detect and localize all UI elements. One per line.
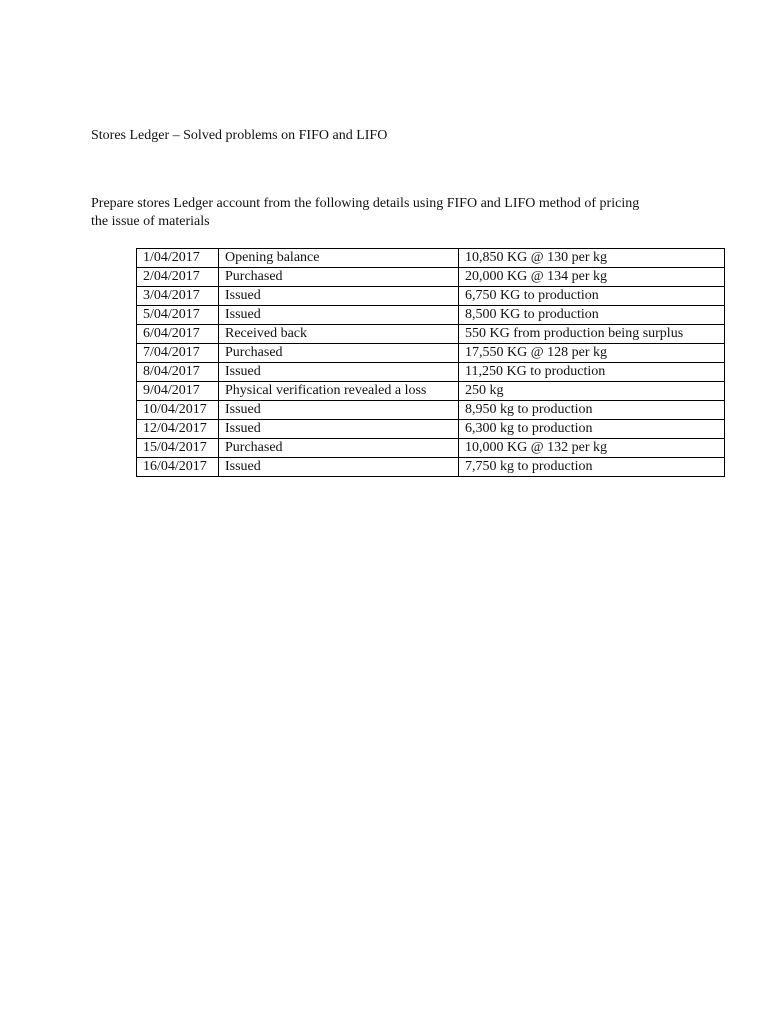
detail-cell: 11,250 KG to production [459,363,725,382]
document-title: Stores Ledger – Solved problems on FIFO and LIFO [91,128,388,143]
detail-cell: 10,000 KG @ 132 per kg [459,439,725,458]
detail-cell: 7,750 kg to production [459,458,725,477]
transactions-table [136,248,725,477]
date-cell: 1/04/2017 [137,249,219,268]
table-row [137,249,725,268]
particular-cell: Purchased [219,439,459,458]
particular-cell: Issued [219,420,459,439]
particular-cell: Issued [219,287,459,306]
detail-cell: 17,550 KG @ 128 per kg [459,344,725,363]
detail-cell: 8,950 kg to production [459,401,725,420]
particular-cell: Opening balance [219,249,459,268]
table-row [137,287,725,306]
detail-cell: 8,500 KG to production [459,306,725,325]
particular-cell: Received back [219,325,459,344]
table-row [137,363,725,382]
particular-cell: Purchased [219,268,459,287]
table-row [137,306,725,325]
date-cell: 5/04/2017 [137,306,219,325]
date-cell: 9/04/2017 [137,382,219,401]
particular-cell: Purchased [219,344,459,363]
table-row [137,382,725,401]
date-cell: 10/04/2017 [137,401,219,420]
particular-cell: Issued [219,306,459,325]
table-row [137,268,725,287]
particular-cell: Issued [219,401,459,420]
detail-cell: 6,300 kg to production [459,420,725,439]
table-row [137,344,725,363]
detail-cell: 20,000 KG @ 134 per kg [459,268,725,287]
date-cell: 8/04/2017 [137,363,219,382]
table-row [137,458,725,477]
date-cell: 2/04/2017 [137,268,219,287]
detail-cell: 250 kg [459,382,725,401]
detail-cell: 550 KG from production being surplus [459,325,725,344]
particular-cell: Issued [219,363,459,382]
date-cell: 7/04/2017 [137,344,219,363]
transactions-table-body [137,249,725,477]
date-cell: 15/04/2017 [137,439,219,458]
date-cell: 3/04/2017 [137,287,219,306]
table-row [137,325,725,344]
table-row [137,420,725,439]
detail-cell: 10,850 KG @ 130 per kg [459,249,725,268]
particular-cell: Issued [219,458,459,477]
document-instructions: Prepare stores Ledger account from the following details using FIFO and LIFO method of pricing the issue of materials [91,196,640,229]
table-row [137,439,725,458]
table-row [137,401,725,420]
particular-cell: Physical verification revealed a loss [219,382,459,401]
detail-cell: 6,750 KG to production [459,287,725,306]
date-cell: 12/04/2017 [137,420,219,439]
date-cell: 6/04/2017 [137,325,219,344]
date-cell: 16/04/2017 [137,458,219,477]
